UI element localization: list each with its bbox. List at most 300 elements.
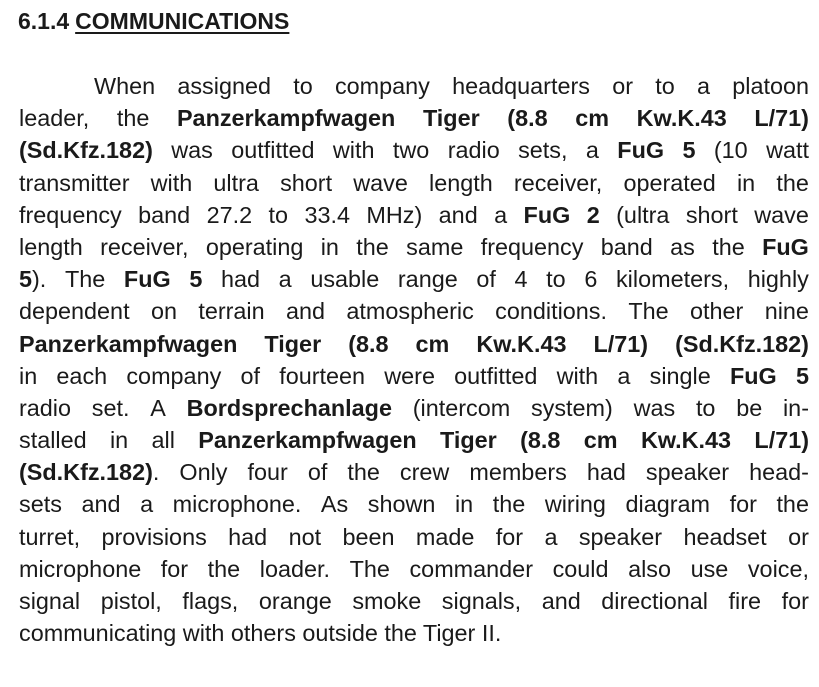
text-line xyxy=(19,231,809,263)
text-run: be xyxy=(736,394,763,421)
word xyxy=(19,392,71,424)
word xyxy=(748,553,809,585)
text-run: were xyxy=(384,362,435,389)
word xyxy=(117,102,150,134)
text-run: to xyxy=(268,201,289,228)
text-run: usable xyxy=(310,266,380,293)
word xyxy=(151,167,193,199)
text-run: company xyxy=(334,73,430,99)
text-run: sets xyxy=(19,491,62,518)
word xyxy=(356,231,389,263)
text-run: system) xyxy=(530,394,613,421)
word xyxy=(208,553,241,585)
text-run: 27.2 xyxy=(206,201,253,228)
bold-text: Panzerkampfwagen xyxy=(198,427,417,454)
text-run: speaker xyxy=(645,459,730,486)
word xyxy=(19,521,80,553)
text-run: a xyxy=(544,523,558,550)
text-run: not xyxy=(288,523,322,550)
word xyxy=(423,102,480,134)
word xyxy=(766,134,809,166)
word xyxy=(712,231,745,263)
word xyxy=(641,424,731,456)
bold-text: Tiger xyxy=(422,105,480,132)
word xyxy=(368,488,436,520)
text-run: a xyxy=(494,201,508,228)
text-run: made xyxy=(415,523,475,550)
text-run: on xyxy=(150,298,177,325)
text-line xyxy=(19,263,809,295)
text-run: company xyxy=(126,362,222,389)
text-run: been xyxy=(342,523,395,550)
bold-text: Bordsprechanlage xyxy=(186,394,392,421)
word xyxy=(765,295,809,327)
text-line xyxy=(19,424,809,456)
word xyxy=(476,328,566,360)
word xyxy=(248,456,288,488)
word xyxy=(413,392,510,424)
word xyxy=(481,231,584,263)
text-run: or xyxy=(788,523,809,550)
word xyxy=(749,456,809,488)
word xyxy=(207,199,253,231)
word xyxy=(714,134,748,166)
word xyxy=(19,167,129,199)
text-line xyxy=(19,70,809,102)
word xyxy=(579,521,662,553)
word xyxy=(593,328,648,360)
text-run: speaker xyxy=(578,523,663,550)
text-run: length xyxy=(429,169,493,196)
text-line xyxy=(19,521,809,553)
word xyxy=(409,553,533,585)
word xyxy=(544,521,557,553)
text-run: operated xyxy=(623,169,716,196)
text-run: receiver, xyxy=(100,233,189,260)
word xyxy=(737,167,755,199)
text-run: shown xyxy=(367,491,436,518)
text-run: had xyxy=(228,523,268,550)
text-line xyxy=(19,295,809,327)
word xyxy=(350,553,390,585)
word xyxy=(637,102,727,134)
word xyxy=(346,295,473,327)
word xyxy=(264,328,321,360)
word xyxy=(469,456,566,488)
bold-text: cm xyxy=(415,330,450,357)
text-run: microphone. xyxy=(172,491,302,518)
word xyxy=(686,199,738,231)
text-run: with xyxy=(556,362,599,389)
text-run: communicating with others outside the Tiger II. xyxy=(19,620,502,647)
text-run: outfitted xyxy=(454,362,538,389)
text-run: transmitter xyxy=(19,169,130,196)
word xyxy=(333,134,375,166)
word xyxy=(352,585,421,617)
text-run: to xyxy=(695,394,716,421)
text-run: had xyxy=(586,459,626,486)
text-run: (10 xyxy=(713,137,748,164)
word xyxy=(179,456,227,488)
text-run: length xyxy=(19,233,83,260)
word xyxy=(442,585,521,617)
text-run: use xyxy=(690,555,729,582)
text-run: as xyxy=(670,233,695,260)
text-run: watt xyxy=(766,137,809,164)
bold-text: Panzerkampfwagen xyxy=(176,105,396,132)
word xyxy=(19,488,62,520)
bold-text: FuG xyxy=(523,201,571,228)
word xyxy=(289,521,322,553)
text-run: nine xyxy=(764,298,809,325)
text-run: to xyxy=(293,73,313,99)
word xyxy=(518,134,567,166)
word xyxy=(584,424,618,456)
text-line xyxy=(19,360,809,392)
text-run: wave xyxy=(353,169,408,196)
text-run: commander xyxy=(409,555,533,582)
text-run: a xyxy=(140,491,154,518)
bold-text: cm xyxy=(575,105,610,132)
text-run: band xyxy=(600,233,653,260)
text-run: . xyxy=(152,459,160,486)
bold-text: FuG xyxy=(617,137,665,164)
word xyxy=(546,263,566,295)
word xyxy=(19,328,237,360)
word xyxy=(406,231,463,263)
text-run: the xyxy=(347,459,380,486)
word xyxy=(524,199,571,231)
bold-text: Kw.K.43 xyxy=(636,105,727,132)
text-run: the xyxy=(712,233,745,260)
text-run: platoon xyxy=(732,73,809,99)
text-run: smoke xyxy=(352,588,422,614)
bold-text: Panzerkampfwagen xyxy=(19,330,238,357)
word xyxy=(612,70,633,102)
text-run: radio xyxy=(19,394,72,421)
bold-text: Tiger xyxy=(440,427,497,454)
word xyxy=(452,70,590,102)
text-run: terrain xyxy=(198,298,265,325)
word xyxy=(400,456,449,488)
word xyxy=(429,167,493,199)
text-run: (intercom xyxy=(412,394,511,421)
word xyxy=(221,263,260,295)
text-run: ultra xyxy=(213,169,259,196)
text-run: for xyxy=(729,491,757,518)
text-run: loader. xyxy=(259,555,331,582)
word xyxy=(65,263,105,295)
text-line xyxy=(19,585,809,617)
word xyxy=(19,456,159,488)
word xyxy=(177,102,395,134)
text-line xyxy=(19,102,809,134)
text-run: the xyxy=(492,491,526,518)
text-run: to xyxy=(546,266,566,293)
word xyxy=(545,488,606,520)
bold-text: 2 xyxy=(586,201,600,228)
bold-text: (8.8 xyxy=(520,427,561,454)
text-line xyxy=(19,167,809,199)
text-run: band xyxy=(138,201,191,228)
bold-text: Tiger xyxy=(264,330,322,357)
word xyxy=(308,456,328,488)
word xyxy=(557,360,599,392)
word xyxy=(348,328,388,360)
word xyxy=(94,70,155,102)
word xyxy=(124,263,171,295)
word xyxy=(616,199,669,231)
text-run: was xyxy=(633,394,676,421)
text-run: kilometers, xyxy=(615,266,730,293)
word xyxy=(454,360,537,392)
text-run: members xyxy=(469,459,567,486)
text-run: for xyxy=(495,523,524,550)
word xyxy=(152,424,175,456)
word xyxy=(776,167,809,199)
word xyxy=(682,134,695,166)
word xyxy=(416,328,450,360)
text-run: headset xyxy=(683,523,767,550)
text-run: in xyxy=(19,362,38,389)
word xyxy=(729,585,762,617)
bold-text: FuG xyxy=(762,233,809,260)
word xyxy=(617,134,664,166)
word xyxy=(81,488,120,520)
word xyxy=(206,231,304,263)
text-run: in xyxy=(109,427,129,454)
text-run: with xyxy=(150,169,193,196)
word xyxy=(748,263,809,295)
text-run: turret, xyxy=(19,523,81,550)
word xyxy=(126,360,221,392)
text-run: 6 xyxy=(584,266,598,293)
word xyxy=(586,134,599,166)
word xyxy=(171,134,213,166)
word xyxy=(19,231,83,263)
word xyxy=(138,199,190,231)
text-run: four xyxy=(247,459,288,486)
text-run: headquarters xyxy=(452,73,590,99)
word xyxy=(601,585,708,617)
word xyxy=(782,585,809,617)
bold-text: (Sd.Kfz.182) xyxy=(19,137,153,164)
bold-text: 5 xyxy=(19,266,33,293)
text-run: and xyxy=(286,298,326,325)
word xyxy=(161,553,188,585)
text-run: in xyxy=(320,233,339,260)
text-run: in- xyxy=(782,394,809,421)
word xyxy=(697,70,710,102)
text-run: frequency xyxy=(19,201,122,228)
text-run: crew xyxy=(399,459,450,486)
text-run: operating xyxy=(205,233,304,260)
text-run: Only xyxy=(179,459,228,486)
word xyxy=(732,70,809,102)
word xyxy=(19,585,80,617)
bold-text: L/71) xyxy=(593,330,649,357)
word xyxy=(496,521,523,553)
word xyxy=(260,553,330,585)
text-run: in xyxy=(736,169,756,196)
word xyxy=(56,360,107,392)
word xyxy=(189,263,202,295)
text-run: a xyxy=(617,362,631,389)
text-run: other xyxy=(690,298,744,325)
section-title: COMMUNICATIONS xyxy=(75,8,290,34)
text-run: radio xyxy=(447,137,500,164)
text-run: to xyxy=(655,73,675,99)
text-run: assigned xyxy=(177,73,271,99)
text-run: each xyxy=(56,362,108,389)
word xyxy=(304,199,350,231)
text-run: for xyxy=(160,555,189,582)
bold-text: (Sd.Kfz.182) xyxy=(675,330,809,357)
word xyxy=(286,295,325,327)
word xyxy=(279,263,292,295)
bold-text: (8.8 xyxy=(507,105,548,132)
text-line xyxy=(19,553,809,585)
text-run: had xyxy=(220,266,261,293)
text-run: microphone xyxy=(19,555,142,582)
word xyxy=(342,521,394,553)
text-run: The xyxy=(64,266,106,293)
text-run: head- xyxy=(749,459,809,486)
word xyxy=(494,199,507,231)
text-run: short xyxy=(280,169,333,196)
word xyxy=(101,521,206,553)
word xyxy=(650,360,711,392)
word xyxy=(19,263,46,295)
word xyxy=(310,263,379,295)
text-run: short xyxy=(685,201,738,228)
text-run: sets, xyxy=(518,137,568,164)
word xyxy=(531,392,613,424)
word xyxy=(19,295,130,327)
text-run: and xyxy=(81,491,121,518)
word xyxy=(259,585,332,617)
text-run: 33.4 xyxy=(304,201,350,228)
word xyxy=(736,392,762,424)
text-line xyxy=(19,456,809,488)
text-run: wave xyxy=(754,201,809,228)
word xyxy=(231,134,314,166)
word xyxy=(634,392,676,424)
text-run: leader, xyxy=(19,105,90,132)
word xyxy=(542,585,581,617)
word xyxy=(393,134,429,166)
text-run: could xyxy=(552,555,609,582)
text-run: diagram xyxy=(625,491,711,518)
word xyxy=(293,70,313,102)
word xyxy=(100,231,188,263)
word xyxy=(228,521,267,553)
word xyxy=(670,231,695,263)
text-run: dependent xyxy=(19,298,130,325)
text-run: wiring xyxy=(544,491,606,518)
text-run: for xyxy=(781,588,809,614)
text-run: The xyxy=(628,298,669,325)
word xyxy=(19,134,153,166)
text-run: a xyxy=(585,137,599,164)
word xyxy=(198,295,264,327)
word xyxy=(626,488,711,520)
text-run: signals, xyxy=(441,588,522,614)
word xyxy=(754,199,809,231)
text-run: A xyxy=(150,394,166,421)
word xyxy=(177,70,271,102)
text-run: a xyxy=(697,73,711,99)
text-run: atmospheric xyxy=(346,298,474,325)
word xyxy=(690,295,743,327)
word xyxy=(321,488,348,520)
text-line xyxy=(19,392,809,424)
text-run: outfitted xyxy=(231,137,315,164)
text-run: (ultra xyxy=(616,201,670,228)
word xyxy=(584,263,597,295)
text-run: two xyxy=(392,137,430,164)
text-run: of xyxy=(307,459,328,486)
text-run: and xyxy=(438,201,478,228)
bold-text: 5 xyxy=(682,137,696,164)
word xyxy=(150,392,166,424)
word xyxy=(628,295,668,327)
word xyxy=(384,360,435,392)
word xyxy=(623,167,715,199)
text-run: MHz) xyxy=(366,201,423,228)
word xyxy=(646,456,729,488)
bold-text: Kw.K.43 xyxy=(476,330,567,357)
bold-text: 5 xyxy=(795,362,809,389)
word xyxy=(617,360,630,392)
bold-text: 5 xyxy=(189,266,203,293)
word xyxy=(675,328,809,360)
word xyxy=(575,102,609,134)
text-run: flags, xyxy=(182,588,239,614)
word xyxy=(269,199,289,231)
section-heading xyxy=(18,4,289,38)
word xyxy=(754,424,809,456)
word xyxy=(730,360,777,392)
text-run: receiver, xyxy=(513,169,603,196)
text-run: fire xyxy=(728,588,761,614)
word xyxy=(448,134,500,166)
word xyxy=(683,521,766,553)
word xyxy=(19,553,141,585)
word xyxy=(101,585,162,617)
word xyxy=(335,70,430,102)
word xyxy=(628,553,671,585)
word xyxy=(19,424,87,456)
text-run: When xyxy=(94,73,156,99)
text-run: a xyxy=(278,266,292,293)
text-run: also xyxy=(628,555,671,582)
text-run: The xyxy=(349,555,390,582)
bold-text: FuG xyxy=(123,266,171,293)
word xyxy=(655,70,675,102)
text-run: with xyxy=(332,137,375,164)
text-run: all xyxy=(151,427,175,454)
word xyxy=(151,295,177,327)
bold-text: (Sd.Kfz.182) xyxy=(19,459,153,486)
text-run: orange xyxy=(258,588,332,614)
word xyxy=(182,585,238,617)
word xyxy=(493,488,526,520)
word xyxy=(240,360,260,392)
text-run: 4 xyxy=(514,266,528,293)
word xyxy=(19,102,89,134)
word xyxy=(520,424,560,456)
